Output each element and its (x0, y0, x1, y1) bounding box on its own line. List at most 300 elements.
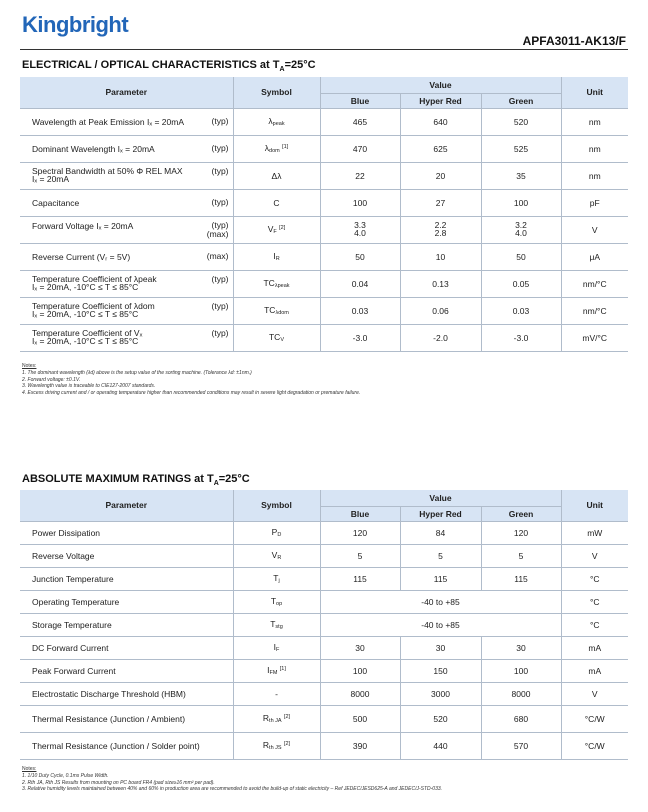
hyper-red-value-stack (435, 221, 447, 239)
green-value (481, 297, 561, 324)
table-row (20, 162, 628, 189)
symbol-base: R (262, 740, 270, 750)
green-value (481, 243, 561, 270)
parameter-text (32, 302, 155, 320)
hyper-red-value-text: 30 (435, 642, 446, 653)
header-hyper-red: Hyper Red (400, 93, 481, 108)
blue-value-typ: 3.3 (354, 219, 366, 230)
blue-value-text: 100 (352, 665, 368, 676)
symbol-subscript: stg (275, 624, 283, 630)
green-value (481, 567, 561, 590)
unit-cell (561, 705, 628, 732)
hyper-red-value (400, 297, 481, 324)
blue-value (320, 732, 400, 759)
parameter-cell (20, 636, 233, 659)
note-line: Notes: (22, 766, 37, 772)
header-blue: Blue (320, 93, 400, 108)
table-row (20, 613, 628, 636)
parameter-cell (20, 732, 233, 759)
hyper-red-value-text: 150 (433, 665, 448, 676)
parameter-cell (20, 590, 233, 613)
unit-text: V (591, 224, 598, 235)
green-value-text: 100 (513, 665, 529, 676)
parameter-label-2: Iₓ = 20mA, -10°C ≤ T ≤ 85°C (32, 336, 139, 347)
unit-text: nm (588, 116, 601, 127)
parameter-label: Thermal Resistance (Junction / Solder point) (32, 740, 200, 751)
blue-value-text: 50 (355, 251, 365, 262)
header-value: Value (320, 77, 561, 93)
hyper-red-value-text: -2.0 (433, 332, 448, 343)
blue-value (320, 705, 400, 732)
green-value-stack (515, 221, 527, 239)
table-row (20, 135, 628, 162)
header-unit: Unit (561, 77, 628, 108)
unit-text: nm (588, 143, 601, 154)
unit-cell (561, 270, 628, 297)
symbol-footnote: [1] (279, 666, 286, 672)
blue-value (320, 567, 400, 590)
parameter-label: Capacitance (32, 197, 80, 208)
hyper-red-value (400, 324, 481, 351)
condition-text: (typ) (211, 219, 229, 230)
table-row (20, 590, 628, 613)
green-value (481, 162, 561, 189)
green-value-text: 35 (516, 170, 526, 181)
unit-text: mA (588, 665, 602, 676)
parameter-cell (20, 567, 233, 590)
blue-value (320, 189, 400, 216)
brand-logo: Kingbright (22, 12, 129, 37)
absolute-notes (22, 766, 442, 793)
hyper-red-value-typ: 2.2 (434, 219, 447, 230)
parameter-cell (20, 705, 233, 732)
parameter-cell (20, 216, 233, 243)
symbol-base: - (275, 688, 278, 699)
symbol-cell (233, 636, 320, 659)
unit-text: °C (589, 596, 600, 607)
symbol-cell (233, 590, 320, 613)
symbol-footnote: [2] (283, 741, 291, 747)
unit-text: °C (589, 573, 600, 584)
symbol-base: V (271, 550, 278, 560)
hyper-red-value-text: 27 (435, 197, 446, 208)
unit-cell (561, 567, 628, 590)
blue-value (320, 636, 400, 659)
parameter-label: Operating Temperature (32, 596, 120, 607)
hyper-red-value (400, 108, 481, 135)
hyper-red-value (400, 521, 481, 544)
symbol-subscript: R (277, 555, 282, 561)
unit-text: °C/W (584, 740, 605, 751)
green-value (481, 705, 561, 732)
symbol-subscript: dom (269, 148, 280, 154)
symbol-subscript: F (273, 229, 277, 235)
header-blue: Blue (320, 506, 400, 521)
symbol-subscript: D (277, 532, 282, 538)
symbol-subscript: op (276, 601, 283, 607)
symbol-cell (233, 324, 320, 351)
parameter-text (32, 275, 157, 293)
symbol-base: V (267, 224, 274, 234)
unit-text: pF (589, 197, 600, 208)
parameter-text (32, 167, 183, 185)
green-value-text: 520 (513, 116, 529, 127)
green-value-text: 30 (516, 642, 526, 653)
hyper-red-value-text: 520 (433, 713, 448, 724)
blue-value-text: 5 (357, 550, 363, 561)
symbol-base: λ (268, 116, 273, 126)
condition (212, 275, 233, 284)
unit-text: nm/°C (582, 278, 607, 289)
condition-text: (typ) (211, 300, 229, 311)
green-value-text: -3.0 (513, 332, 529, 343)
symbol-cell (233, 270, 320, 297)
symbol-cell (233, 297, 320, 324)
hyper-red-value (400, 135, 481, 162)
hyper-red-value (400, 270, 481, 297)
hyper-red-value-text: 10 (435, 251, 446, 262)
green-value (481, 682, 561, 705)
unit-cell (561, 162, 628, 189)
unit-cell (561, 216, 628, 243)
table-row (20, 216, 628, 243)
symbol-base: R (262, 713, 270, 723)
parameter-text (32, 145, 155, 154)
symbol-base: TC (264, 305, 276, 315)
symbol-subscript: V (280, 337, 284, 343)
green-value-max: 4.0 (515, 228, 527, 239)
green-value-text: 115 (514, 573, 528, 584)
parameter-label: Junction Temperature (32, 573, 114, 584)
parameter-label: Thermal Resistance (Junction / Ambient) (32, 713, 186, 724)
hyper-red-value (400, 189, 481, 216)
range-value (320, 613, 561, 636)
parameter-label: Forward Voltage Iₓ = 20mA (32, 220, 134, 231)
table-row (20, 324, 628, 351)
parameter-cell (20, 189, 233, 216)
symbol-cell (233, 216, 320, 243)
symbol-base: I (273, 251, 276, 261)
unit-text: V (591, 550, 598, 561)
unit-cell (561, 324, 628, 351)
header-parameter: Parameter (20, 490, 233, 521)
hyper-red-value (400, 567, 481, 590)
unit-text: nm (588, 170, 601, 181)
symbol-cell (233, 243, 320, 270)
unit-text: °C/W (584, 713, 605, 724)
symbol-subscript: th JS (269, 745, 282, 751)
header-symbol: Symbol (233, 77, 320, 108)
symbol-cell (233, 682, 320, 705)
parameter-cell (20, 108, 233, 135)
symbol-subscript: F (276, 647, 280, 653)
symbol-base: C (273, 197, 280, 208)
green-value (481, 216, 561, 243)
symbol-cell (233, 613, 320, 636)
absolute-title-main: ABSOLUTE MAXIMUM RATINGS at T (22, 473, 214, 485)
table-row (20, 189, 628, 216)
parameter-label: DC Forward Current (32, 642, 109, 653)
unit-cell (561, 544, 628, 567)
green-value (481, 732, 561, 759)
electrical-notes (22, 363, 360, 397)
condition-text: (typ) (211, 142, 229, 153)
table-row (20, 297, 628, 324)
blue-value-text: 8000 (350, 688, 370, 699)
blue-value-text: 115 (353, 573, 367, 584)
note-line: 2. Forward voltage: ±0.1V. (22, 376, 81, 383)
table-row (20, 108, 628, 135)
unit-text: mV/°C (582, 332, 608, 343)
range-text: -40 to +85 (421, 619, 460, 630)
electrical-title-main: ELECTRICAL / OPTICAL CHARACTERISTICS at T (22, 59, 280, 71)
parameter-text (32, 222, 133, 231)
parameter-label: Spectral Bandwidth at 50% Φ REL MAX (32, 165, 183, 176)
green-value (481, 521, 561, 544)
condition-text: (typ) (211, 196, 229, 207)
table-row (20, 705, 628, 732)
symbol-base: TC (268, 332, 281, 342)
unit-cell (561, 521, 628, 544)
parameter-cell (20, 162, 233, 189)
green-value-text: 0.05 (512, 278, 530, 289)
table-row (20, 732, 628, 759)
hyper-red-value-text: 625 (433, 143, 448, 154)
blue-value-text: -3.0 (352, 332, 368, 343)
unit-cell (561, 590, 628, 613)
table-row (20, 682, 628, 705)
parameter-cell (20, 613, 233, 636)
unit-text: mA (588, 642, 602, 653)
symbol-base: T (270, 619, 276, 629)
unit-cell (561, 659, 628, 682)
condition (212, 329, 233, 338)
symbol-base: T (273, 573, 279, 583)
symbol-cell (233, 162, 320, 189)
parameter-label: Dominant Wavelength Iₓ = 20mA (32, 143, 155, 154)
blue-value (320, 243, 400, 270)
symbol-cell (233, 135, 320, 162)
green-value-text: 100 (513, 197, 529, 208)
blue-value-text: 22 (355, 170, 365, 181)
symbol-base: I (267, 665, 270, 675)
note-line: 3. Relative humidity levels maintained between 40% and 60% in production area are recommended to avoid the build-up of static electricity – Ref JEDEC/JESD625-A and JEDEC/J-STD-033. (22, 786, 443, 793)
parameter-cell (20, 544, 233, 567)
condition-text: (typ) (211, 115, 229, 126)
blue-value-text: 30 (355, 642, 365, 653)
green-value (481, 324, 561, 351)
hyper-red-value-max: 2.8 (434, 228, 447, 239)
range-value (320, 590, 561, 613)
blue-value-text: 0.03 (351, 305, 369, 316)
symbol-base: λ (264, 143, 270, 153)
hyper-red-value-text: 3000 (431, 688, 450, 699)
unit-cell (561, 189, 628, 216)
hyper-red-value (400, 732, 481, 759)
parameter-label-2: Iₓ = 20mA, -10°C ≤ T ≤ 85°C (32, 309, 139, 320)
condition-text: (typ) (211, 327, 229, 338)
blue-value-max: 4.0 (354, 228, 366, 239)
blue-value-text: 0.04 (351, 278, 369, 289)
table-row (20, 521, 628, 544)
green-value-text: 8000 (511, 688, 531, 699)
symbol-base: Δλ (271, 170, 282, 181)
note-line: 2. Rth JA, Rth JS Results from mounting on PC board FR4 (pad size≥16 mm² per pad). (22, 779, 215, 786)
blue-value (320, 682, 400, 705)
blue-value-text: 500 (352, 713, 368, 724)
table-row (20, 544, 628, 567)
blue-value (320, 297, 400, 324)
hyper-red-value-text: 0.06 (432, 305, 449, 316)
hyper-red-value (400, 682, 481, 705)
blue-value (320, 108, 400, 135)
table-row (20, 243, 628, 270)
condition (207, 221, 233, 239)
green-value-typ: 3.2 (515, 219, 527, 230)
blue-value-text: 100 (352, 197, 368, 208)
unit-text: μA (589, 251, 601, 262)
hyper-red-value (400, 216, 481, 243)
header-parameter: Parameter (20, 77, 233, 108)
header-green: Green (481, 506, 561, 521)
blue-value (320, 270, 400, 297)
symbol-base: TC (263, 278, 275, 288)
unit-cell (561, 297, 628, 324)
note-line: 3. Wavelength value is traceable to CIE127-2007 standards. (22, 383, 156, 390)
symbol-cell (233, 108, 320, 135)
parameter-cell (20, 270, 233, 297)
header-divider (20, 49, 628, 50)
parameter-label: Reverse Voltage (32, 550, 95, 561)
header-hyper-red: Hyper Red (400, 506, 481, 521)
table-row (20, 659, 628, 682)
absolute-title-sub: A (213, 480, 219, 488)
parameter-cell (20, 682, 233, 705)
symbol-footnote: [1] (282, 144, 289, 150)
green-value-text: 120 (513, 527, 529, 538)
symbol-footnote: [2] (283, 714, 291, 720)
note-line: 4. Excess driving current and / or operating temperature higher than recommended conditions may result in severe light degradation or premature failure. (22, 390, 361, 396)
parameter-cell (20, 324, 233, 351)
note-line: Notes: (22, 363, 37, 369)
condition-text: (typ) (211, 165, 229, 176)
hyper-red-value-text: 0.13 (432, 278, 449, 289)
symbol-subscript: FM (269, 670, 278, 676)
parameter-label: Peak Forward Current (32, 665, 116, 676)
blue-value-text: 465 (352, 116, 368, 127)
green-value-text: 570 (513, 740, 529, 751)
unit-text: mW (587, 527, 603, 538)
symbol-base: P (271, 527, 278, 537)
header-unit: Unit (561, 490, 628, 521)
note-line: 1. The dominant wavelength (λd) above is the setup value of the sorting machine. (Tolerance λd: ±1nm.) (22, 369, 252, 376)
absolute-title-tail: =25°C (218, 473, 250, 485)
symbol-subscript: λdom (275, 310, 289, 316)
condition (207, 252, 233, 261)
symbol-subscript: j (278, 578, 280, 584)
blue-value (320, 216, 400, 243)
symbol-cell (233, 705, 320, 732)
symbol-cell (233, 567, 320, 590)
blue-value (320, 659, 400, 682)
symbol-subscript: peak (272, 121, 285, 127)
symbol-subscript: R (275, 256, 280, 262)
hyper-red-value-text: 440 (433, 740, 448, 751)
green-value (481, 659, 561, 682)
hyper-red-value (400, 243, 481, 270)
green-value (481, 636, 561, 659)
parameter-cell (20, 659, 233, 682)
condition (212, 198, 233, 207)
green-value (481, 189, 561, 216)
unit-cell (561, 682, 628, 705)
blue-value (320, 135, 400, 162)
symbol-cell (233, 544, 320, 567)
condition (212, 117, 233, 126)
table-row (20, 270, 628, 297)
green-value-text: 525 (513, 143, 529, 154)
condition-text: (max) (206, 250, 229, 261)
hyper-red-value-text: 115 (433, 573, 448, 584)
unit-cell (561, 613, 628, 636)
parameter-cell (20, 297, 233, 324)
unit-text: V (591, 688, 598, 699)
electrical-title-tail: =25°C (284, 59, 316, 71)
green-value-text: 680 (513, 713, 529, 724)
green-value (481, 108, 561, 135)
table-row (20, 567, 628, 590)
parameter-text (32, 253, 130, 262)
symbol-base: I (273, 642, 276, 652)
parameter-label-2: Iₓ = 20mA, -10°C ≤ T ≤ 85°C (32, 282, 139, 293)
blue-value (320, 324, 400, 351)
hyper-red-value (400, 659, 481, 682)
unit-text: °C (589, 619, 600, 630)
parameter-cell (20, 135, 233, 162)
absolute-maximum-ratings-table (20, 490, 628, 760)
green-value-text: 50 (516, 251, 526, 262)
unit-cell (561, 732, 628, 759)
header-green: Green (481, 93, 561, 108)
hyper-red-value (400, 162, 481, 189)
parameter-text (32, 329, 142, 347)
parameter-cell (20, 521, 233, 544)
range-text: -40 to +85 (421, 596, 460, 607)
green-value (481, 544, 561, 567)
condition (212, 167, 233, 176)
absolute-section-title (22, 473, 250, 487)
green-value (481, 135, 561, 162)
blue-value (320, 544, 400, 567)
green-value-text: 5 (518, 550, 524, 561)
symbol-cell (233, 521, 320, 544)
hyper-red-value (400, 544, 481, 567)
condition (212, 144, 233, 153)
symbol-cell (233, 659, 320, 682)
unit-cell (561, 243, 628, 270)
parameter-label-2: Iₓ = 20mA (32, 174, 70, 185)
condition-text-2: (max) (206, 228, 229, 239)
note-line: 1. 1/10 Duty Cycle, 0.1ms Pulse Width. (22, 772, 109, 779)
blue-value-text: 120 (352, 527, 368, 538)
electrical-title-sub: A (279, 66, 285, 74)
parameter-text (32, 199, 79, 208)
green-value (481, 270, 561, 297)
parameter-label: Temperature Coefficient of λpeak (32, 273, 157, 284)
header-value: Value (320, 490, 561, 506)
symbol-base: T (270, 596, 277, 606)
hyper-red-value (400, 636, 481, 659)
